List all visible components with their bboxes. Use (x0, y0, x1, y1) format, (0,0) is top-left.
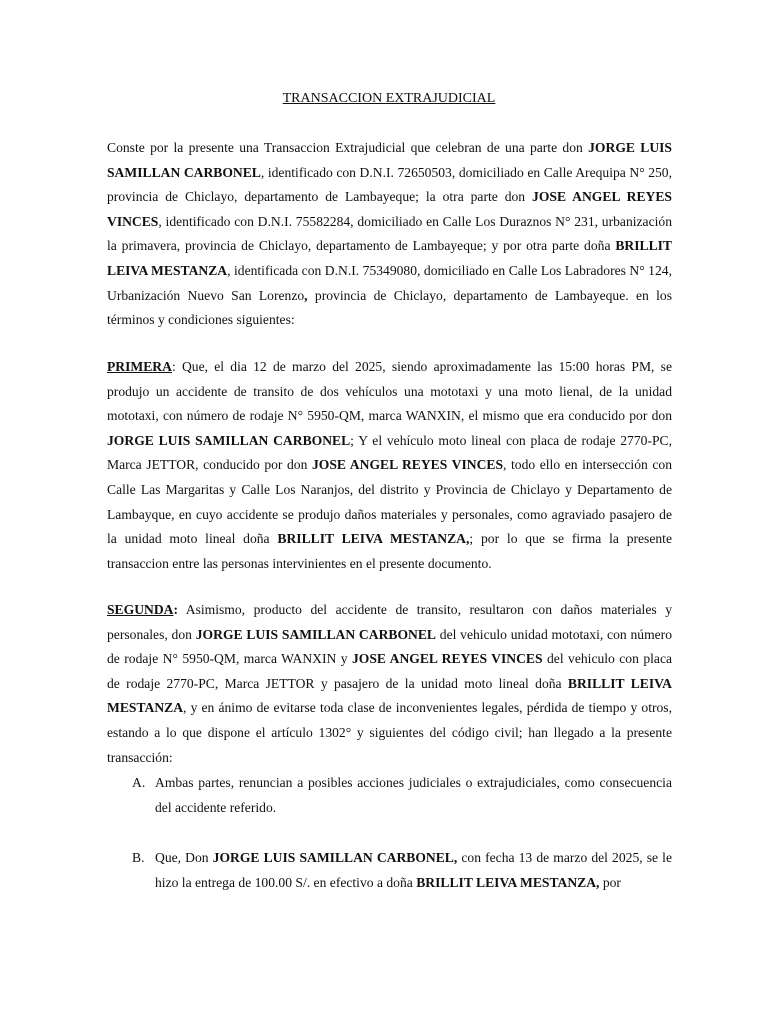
item-a-text: Ambas partes, renuncian a posibles acciones judiciales o extrajudiciales, como consecuencia del accidente referido. (155, 775, 672, 815)
primera-name-jorge: JORGE LUIS SAMILLAN CARBONEL (107, 432, 351, 448)
segunda-text-1: Asimismo, producto del accidente de transito, resultaron con daños materiales y personales, don (107, 602, 672, 642)
segunda-text-2: del vehiculo unidad mototaxi, con número de rodaje N° 5950-QM, marca WANXIN y (107, 626, 672, 667)
list-marker-b: B. (132, 850, 145, 865)
item-b-text-3: por (599, 875, 621, 890)
primera-name-jose: JOSE ANGEL REYES VINCES (311, 457, 504, 473)
item-b-name-jorge: JORGE LUIS SAMILLAN CARBONEL, (212, 850, 458, 865)
document-title: TRANSACCION EXTRAJUDICIAL (282, 91, 496, 106)
intro-paragraph (107, 136, 672, 333)
primera-text-2: ; Y el vehículo moto lineal con placa de rodaje 2770-PC, Marca JETTOR, conducido por don (107, 432, 672, 473)
clause-primera-label: PRIMERA (107, 359, 172, 374)
primera-text-1: : Que, el dia 12 de marzo del 2025, siendo aproximadamente las 15:00 horas PM, se produjo un accidente de transito de dos vehículos una mototaxi y una moto lienal, de la unidad mototaxi, con número de rodaje N° 5950-QM, marca WANXIN, el mismo que era conducido por don (107, 359, 672, 424)
intro-text-4: , identificada con D.N.I. 75349080, domiciliado en Calle Los Labradores N° 124, Urbanización Nuevo San Lorenzo (107, 262, 672, 303)
party-name-brillit: BRILLIT LEIVA MESTANZA (107, 238, 672, 278)
list-item-a (155, 770, 672, 820)
list-item-b (155, 845, 672, 895)
list-marker-a: A. (132, 775, 146, 790)
party-name-jorge: JORGE LUIS SAMILLAN CARBONEL (107, 140, 672, 180)
primera-text-3: , todo ello en intersección con Calle Las Margaritas y Calle Los Naranjos, del distrito y Provincia de Chiclayo y Departamento de Lambayque, en cuyo accidente se produjo daños materiales y personales, como agraviado pasajero de la unidad moto lineal doña (107, 457, 672, 547)
intro-text-1: Conste por la presente una Transaccion Extrajudicial que celebran de una parte don (107, 140, 589, 155)
item-b-text-1: Que, Don (155, 850, 213, 865)
item-b-text-2: con fecha 13 de marzo del 2025, se le hizo la entrega de 100.00 S/. en efectivo a doña (155, 850, 672, 890)
intro-text-2: , identificado con D.N.I. 72650503, domiciliado en Calle Arequipa N° 250, provincia de Chiclayo, departamento de Lambayeque; la otra parte don (107, 164, 672, 205)
primera-text-4: ; por lo que se firma la presente transaccion entre las personas intervinientes en el presente documento. (107, 531, 672, 571)
segunda-name-brillit: BRILLIT LEIVA MESTANZA (107, 675, 672, 716)
clause-segunda (107, 598, 672, 770)
segunda-name-jorge: JORGE LUIS SAMILLAN CARBONEL (195, 626, 436, 642)
intro-text-5: provincia de Chiclayo, departamento de Lambayeque. en los términos y condiciones siguientes: (107, 287, 672, 328)
segunda-colon: : (173, 602, 178, 617)
intro-comma: , (304, 287, 308, 303)
clause-segunda-label: SEGUNDA (107, 602, 174, 617)
party-name-jose: JOSE ANGEL REYES VINCES (107, 189, 672, 229)
intro-text-3: , identificado con D.N.I. 75582284, domiciliado en Calle Los Duraznos N° 231, urbanización la primavera, provincia de Chiclayo, departamento de Lambayeque; y por otra parte doña (107, 213, 672, 254)
primera-name-brillit: BRILLIT LEIVA MESTANZA, (277, 531, 470, 547)
segunda-text-3: del vehiculo con placa de rodaje 2770-PC, Marca JETTOR y pasajero de la unidad moto lineal doña (107, 651, 673, 691)
segunda-name-jose: JOSE ANGEL REYES VINCES (351, 651, 543, 667)
segunda-text-4: , y en ánimo de evitarse toda clase de inconvenientes legales, pérdida de tiempo y otros, estando a lo que dispone el artículo 1302° y siguientes del código civil; han llegado a la presente transacción: (107, 700, 672, 765)
clause-primera (107, 355, 672, 576)
item-b-name-brillit: BRILLIT LEIVA MESTANZA, (416, 875, 600, 890)
